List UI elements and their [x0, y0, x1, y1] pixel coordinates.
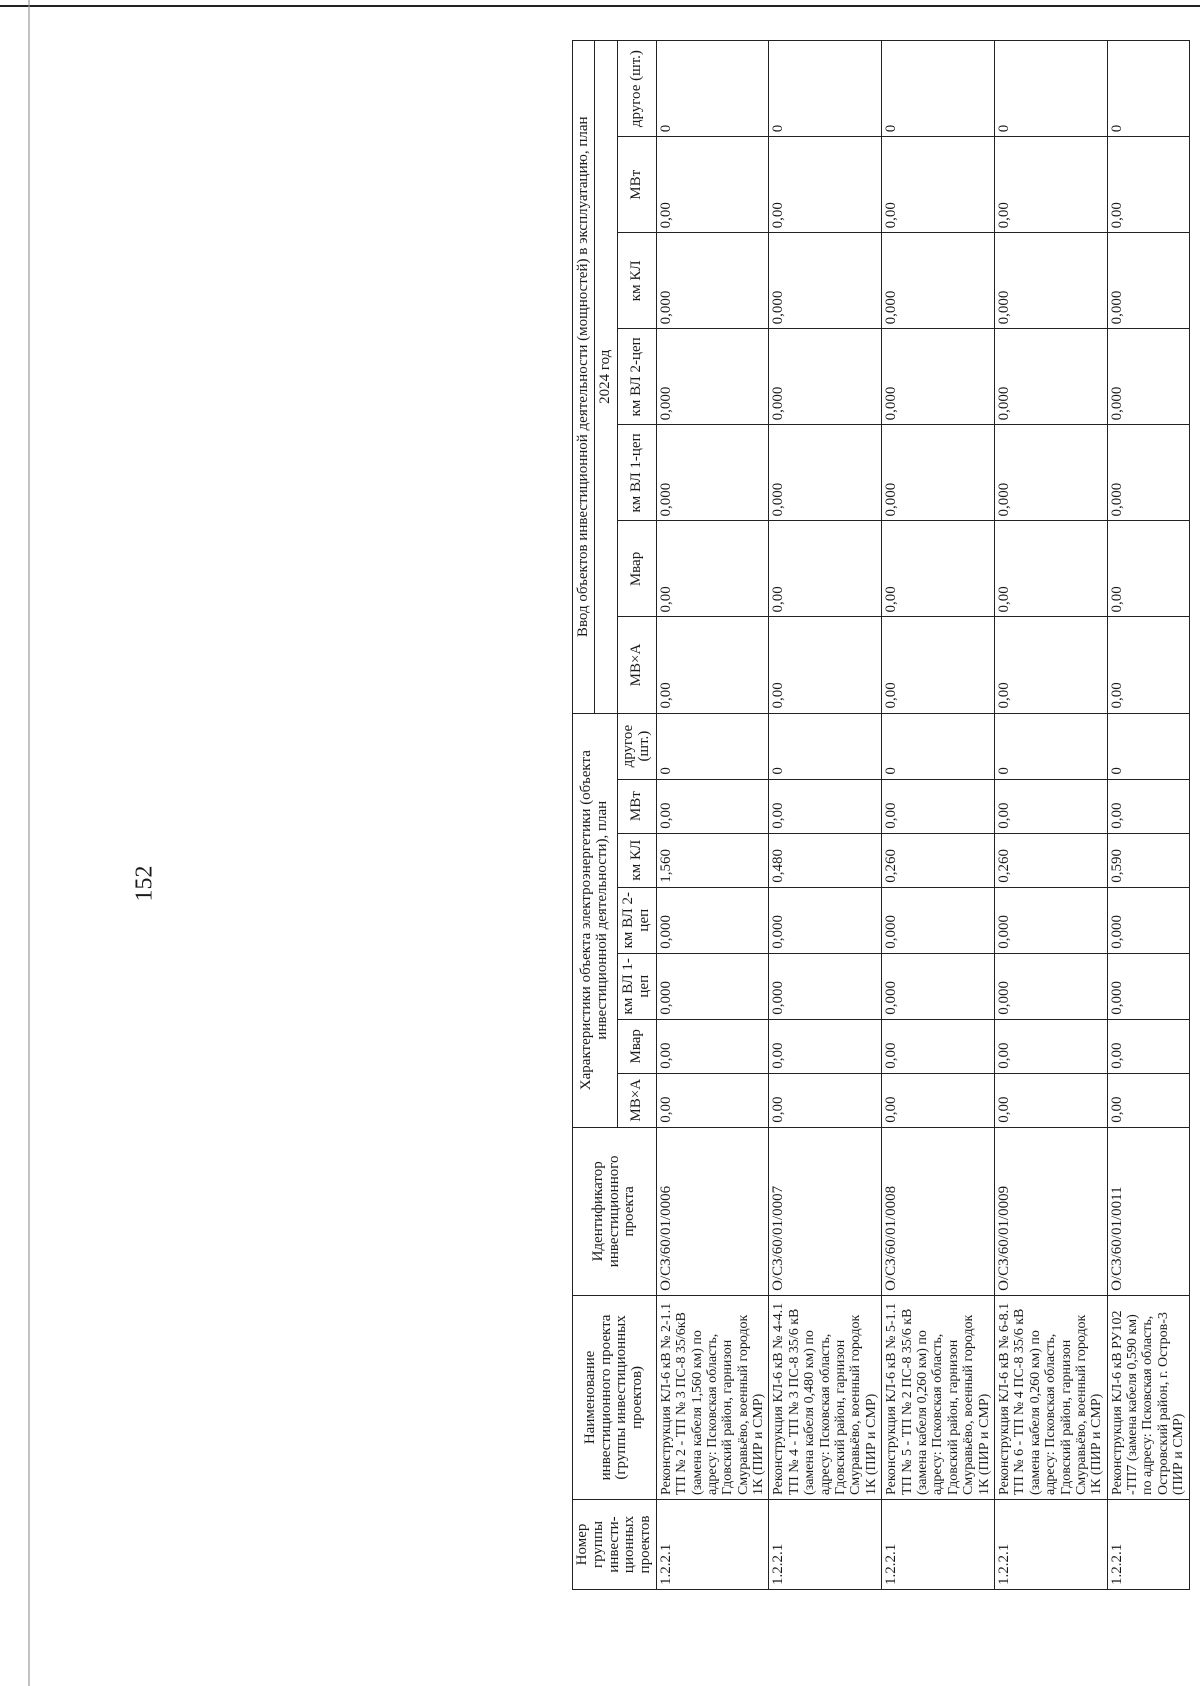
investment-table	[572, 40, 1190, 1590]
characteristic-value-cell: 0,00	[656, 779, 769, 833]
characteristic-value-cell: 0,000	[994, 887, 1107, 953]
header-commissioning: Ввод объектов инвестиционной деятельности (мощностей) в эксплуатацию, план	[573, 41, 595, 714]
characteristic-value-cell: 0,00	[769, 779, 882, 833]
characteristic-value-cell: 0,480	[769, 833, 882, 887]
characteristic-value-cell: 0,00	[882, 779, 995, 833]
table-row	[994, 41, 1107, 1590]
characteristic-value-cell: 0,00	[656, 1019, 769, 1073]
scan-edge	[0, 5, 1200, 7]
characteristic-value-cell: 0,00	[656, 1073, 769, 1127]
characteristic-value-cell: 0,00	[994, 779, 1107, 833]
page-number: 152	[131, 865, 158, 902]
commissioning-value-cell: 0,000	[1107, 425, 1189, 521]
commissioning-value-cell: 0	[769, 41, 882, 137]
header-group-number: Номер группы инвести-ционных проектов	[573, 1499, 657, 1589]
project-id-cell: О/СЗ/60/01/0011	[1107, 1127, 1189, 1295]
commissioning-value-cell: 0	[656, 41, 769, 137]
commissioning-value-cell: 0,000	[882, 425, 995, 521]
commissioning-value-cell: 0,000	[769, 425, 882, 521]
characteristic-value-cell: 0,000	[769, 887, 882, 953]
header-unit: МВт	[617, 137, 656, 233]
project-name-cell: Реконструкция КЛ-6 кВ № 2-1.1 ТП № 2 - ТП № 3 ПС-8 35/6кВ (замена кабеля 1,560 км) по адресу: Псковская область, Гдовский район, гарнизон Смуравьёво, военный городок 1К (ПИР и СМР)	[656, 1295, 769, 1499]
commissioning-value-cell: 0,000	[994, 233, 1107, 329]
characteristic-value-cell: 0,590	[1107, 833, 1189, 887]
characteristic-value-cell: 0,00	[882, 1019, 995, 1073]
characteristic-value-cell: 1,560	[656, 833, 769, 887]
commissioning-value-cell: 0,00	[994, 137, 1107, 233]
characteristic-value-cell: 0,00	[882, 1073, 995, 1127]
characteristic-value-cell: 0,000	[656, 953, 769, 1019]
project-id-cell: О/СЗ/60/01/0008	[882, 1127, 995, 1295]
characteristic-value-cell: 0,000	[656, 887, 769, 953]
commissioning-value-cell: 0	[1107, 41, 1189, 137]
project-name-cell: Реконструкция КЛ-6 кВ № 5-1.1 ТП № 5 - ТП № 2 ПС-8 35/6 кВ (замена кабеля 0,260 км) по адресу: Псковская область, Гдовский район, гарнизон Смуравьёво, военный городок 1К (ПИР и СМР)	[882, 1295, 995, 1499]
header-unit: км ВЛ 1-цеп	[617, 425, 656, 521]
group-number-cell: 1.2.2.1	[656, 1499, 769, 1589]
characteristic-value-cell: 0,00	[1107, 779, 1189, 833]
commissioning-value-cell: 0,00	[769, 137, 882, 233]
group-number-cell: 1.2.2.1	[1107, 1499, 1189, 1589]
table-row	[656, 41, 769, 1590]
characteristic-value-cell: 0,00	[769, 1019, 882, 1073]
commissioning-value-cell: 0,000	[994, 425, 1107, 521]
header-project-id: Идентификатор инвестиционного проекта	[573, 1127, 657, 1295]
characteristic-value-cell: 0	[882, 713, 995, 779]
commissioning-value-cell: 0,000	[1107, 329, 1189, 425]
header-unit: другое (шт.)	[617, 713, 656, 779]
group-number-cell: 1.2.2.1	[882, 1499, 995, 1589]
characteristic-value-cell: 0,00	[994, 1019, 1107, 1073]
characteristic-value-cell: 0	[656, 713, 769, 779]
commissioning-value-cell: 0,00	[882, 521, 995, 617]
header-unit: км КЛ	[617, 833, 656, 887]
commissioning-value-cell: 0,00	[1107, 617, 1189, 713]
group-number-cell: 1.2.2.1	[994, 1499, 1107, 1589]
header-unit: МВт	[617, 779, 656, 833]
header-unit: МВ×А	[617, 1073, 656, 1127]
header-year: 2024 год	[595, 41, 617, 714]
characteristic-value-cell: 0,000	[1107, 887, 1189, 953]
project-id-cell: О/СЗ/60/01/0006	[656, 1127, 769, 1295]
commissioning-value-cell: 0,000	[769, 329, 882, 425]
header-characteristics: Характеристики объекта электроэнергетики (объекта инвестиционной деятельности), план	[573, 713, 618, 1127]
project-name-cell: Реконструкция КЛ-6 кВ № 6-8.1 ТП № 6 - ТП № 4 ПС-8 35/6 кВ (замена кабеля 0,260 км) по адресу: Псковская область, Гдовский район, гарнизон Смуравьёво, военный городок 1К (ПИР и СМР)	[994, 1295, 1107, 1499]
commissioning-value-cell: 0	[882, 41, 995, 137]
project-id-cell: О/СЗ/60/01/0009	[994, 1127, 1107, 1295]
characteristic-value-cell: 0,00	[994, 1073, 1107, 1127]
table-row	[882, 41, 995, 1590]
group-number-cell: 1.2.2.1	[769, 1499, 882, 1589]
commissioning-value-cell: 0	[994, 41, 1107, 137]
commissioning-value-cell: 0,00	[769, 617, 882, 713]
project-name-cell: Реконструкция КЛ-6 кВ РУ102 -ТП7 (замена кабеля 0,590 км) по адресу: Псковская область, Островский район, г. Остров-3 (ПИР и СМР)	[1107, 1295, 1189, 1499]
header-unit: км ВЛ 1-цеп	[617, 953, 656, 1019]
header-unit: МВ×А	[617, 617, 656, 713]
commissioning-value-cell: 0,000	[656, 425, 769, 521]
characteristic-value-cell: 0	[1107, 713, 1189, 779]
header-unit: Мвар	[617, 521, 656, 617]
commissioning-value-cell: 0,000	[882, 233, 995, 329]
table-row	[1107, 41, 1189, 1590]
characteristic-value-cell: 0,000	[1107, 953, 1189, 1019]
commissioning-value-cell: 0,000	[994, 329, 1107, 425]
commissioning-value-cell: 0,000	[656, 233, 769, 329]
commissioning-value-cell: 0,00	[1107, 137, 1189, 233]
characteristic-value-cell: 0,000	[994, 953, 1107, 1019]
characteristic-value-cell: 0,260	[882, 833, 995, 887]
commissioning-value-cell: 0,00	[656, 521, 769, 617]
header-unit: другое (шт.)	[617, 41, 656, 137]
commissioning-value-cell: 0,00	[994, 617, 1107, 713]
commissioning-value-cell: 0,00	[656, 617, 769, 713]
characteristic-value-cell: 0	[994, 713, 1107, 779]
commissioning-value-cell: 0,00	[882, 617, 995, 713]
characteristic-value-cell: 0	[769, 713, 882, 779]
characteristic-value-cell: 0,000	[769, 953, 882, 1019]
table-row	[769, 41, 882, 1590]
characteristic-value-cell: 0,260	[994, 833, 1107, 887]
header-unit: км ВЛ 2-цеп	[617, 329, 656, 425]
header-unit: Мвар	[617, 1019, 656, 1073]
commissioning-value-cell: 0,000	[656, 329, 769, 425]
commissioning-value-cell: 0,00	[882, 137, 995, 233]
header-unit: км ВЛ 2-цеп	[617, 887, 656, 953]
commissioning-value-cell: 0,000	[1107, 233, 1189, 329]
scan-edge-left	[28, 0, 30, 1686]
rotated-table-container	[572, 40, 1200, 1590]
header-project-name: Наименование инвестиционного проекта (группы инвестиционных проектов)	[573, 1295, 657, 1499]
project-id-cell: О/СЗ/60/01/0007	[769, 1127, 882, 1295]
commissioning-value-cell: 0,00	[656, 137, 769, 233]
commissioning-value-cell: 0,00	[769, 521, 882, 617]
table-body	[656, 41, 1189, 1590]
characteristic-value-cell: 0,00	[1107, 1019, 1189, 1073]
header-unit: км КЛ	[617, 233, 656, 329]
commissioning-value-cell: 0,00	[994, 521, 1107, 617]
characteristic-value-cell: 0,00	[1107, 1073, 1189, 1127]
characteristic-value-cell: 0,000	[882, 887, 995, 953]
characteristic-value-cell: 0,000	[882, 953, 995, 1019]
commissioning-value-cell: 0,00	[1107, 521, 1189, 617]
characteristic-value-cell: 0,00	[769, 1073, 882, 1127]
commissioning-value-cell: 0,000	[882, 329, 995, 425]
commissioning-value-cell: 0,000	[769, 233, 882, 329]
project-name-cell: Реконструкция КЛ-6 кВ № 4-4.1 ТП № 4 - ТП № 3 ПС-8 35/6 кВ (замена кабеля 0,480 км) по адресу: Псковская область, Гдовский район, гарнизон Смуравьёво, военный городок 1К (ПИР и СМР)	[769, 1295, 882, 1499]
